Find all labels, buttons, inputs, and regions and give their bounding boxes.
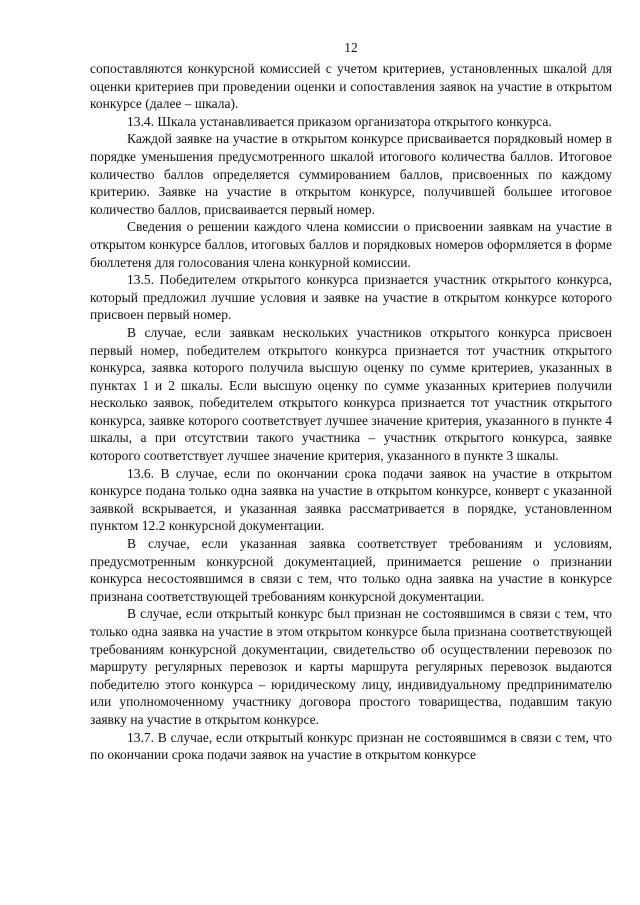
paragraph-9: В случае, если открытый конкурс был признан не состоявшимся в связи с тем, что только одна заявка на участие в этом открытом конкурсе была признана соответствующей требованиям конкурсной документации, свидетельство об осуществлении перевозок по маршруту регулярных перевозок и карты маршрута регулярных перевозок выдаются победителю этого конкурса – юридическому лицу, индивидуальному предпринимателю или уполномоченному участнику договора простого товарищества, подавшим такую заявку на участие в открытом конкурсе. bbox=[90, 606, 612, 727]
paragraph-7: 13.6. В случае, если по окончании срока подачи заявок на участие в открытом конкурсе подана только одна заявка на участие в открытом конкурсе, конверт с указанной заявкой вскрывается, и указанная заявка рассматривается в порядке, установленном пунктом 12.2 конкурсной документации. bbox=[90, 465, 612, 534]
page-number: 12 bbox=[344, 40, 358, 55]
paragraph-3: Каждой заявке на участие в открытом конкурсе присваивается порядковый номер в порядке уменьшения предусмотренного шкалой итогового количества баллов. Итоговое количество баллов определяется суммированием баллов, присвоенных по каждому критерию. Заявке на участие в открытом конкурсе, получившей большее итоговое количество баллов, присваивается первый номер. bbox=[90, 131, 612, 217]
paragraph-10: 13.7. В случае, если открытый конкурс признан не состоявшимся в связи с тем, что по окончании срока подачи заявок на участие в открытом конкурсе bbox=[90, 729, 612, 763]
paragraph-5: 13.5. Победителем открытого конкурса признается участник открытого конкурса, который предложил лучшие условия и заявке на участие в открытом конкурсе которого присвоен первый номер. bbox=[90, 272, 612, 323]
paragraph-8: В случае, если указанная заявка соответствует требованиям и условиям, предусмотренным конкурсной документацией, принимается решение о признании конкурса несостоявшимся в связи с тем, что только одна заявка на участие в конкурсе признана соответствующей требованиям конкурсной документации. bbox=[90, 536, 612, 604]
paragraph-2: 13.4. Шкала устанавливается приказом организатора открытого конкурса. bbox=[127, 113, 552, 129]
paragraph-1: сопоставляются конкурсной комиссией с учетом критериев, установленных шкалой для оценки критериев при проведении оценки и сопоставления заявок на участие в открытом конкурсе (далее – шкала). bbox=[90, 61, 612, 112]
paragraph-6: В случае, если заявкам нескольких участников открытого конкурса присвоен первый номер, победителем открытого конкурса признается тот участник открытого конкурса, заявка которого получила высшую оценку по сумме критериев, указанных в пунктах 1 и 2 шкалы. Если высшую оценку по сумме указанных критериев получили несколько заявок, победителем открытого конкурса признается тот участник открытого конкурса, заявке которого соответствует лучшее значение критерия, указанного в пункте 4 шкалы, а при отсутствии такого участника – участник открытого конкурса, заявке которого соответствует лучшее значение критерия, указанного в пункте 3 шкалы. bbox=[90, 324, 612, 464]
paragraph-4: Сведения о решении каждого члена комиссии о присвоении заявкам на участие в открытом конкурсе баллов, итоговых баллов и порядковых номеров оформляется в форме бюллетеня для голосования члена конкурной комиссии. bbox=[90, 219, 612, 270]
